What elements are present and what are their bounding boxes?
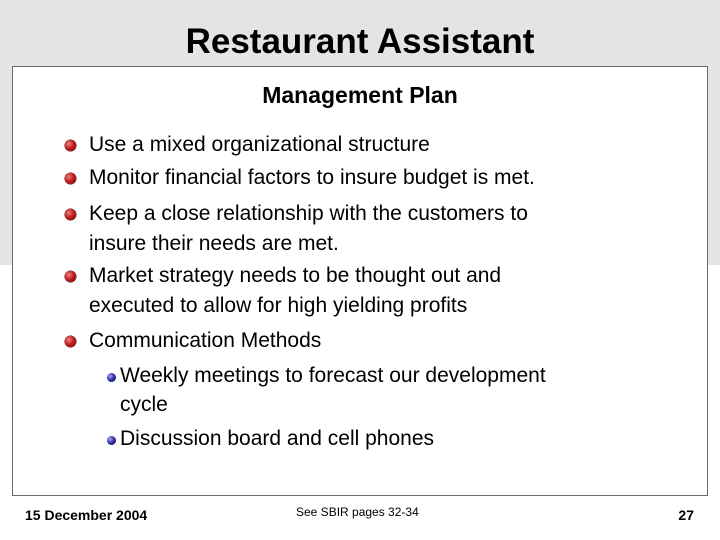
page-number: 27	[678, 507, 694, 523]
bullet-text: Keep a close relationship with the customers to	[89, 202, 528, 225]
bullet-text-continuation: executed to allow for high yielding profits	[89, 294, 468, 317]
bullet-text: Communication Methods	[89, 329, 322, 352]
bullet-text: Market strategy needs to be thought out and	[89, 264, 502, 287]
footer-date: 15 December 2004	[25, 507, 148, 523]
slide-title: Restaurant Assistant	[185, 22, 535, 61]
red-bullet-icon	[65, 173, 76, 184]
footer-note: See SBIR pages 32-34	[296, 505, 419, 519]
blue-bullet-icon	[107, 373, 116, 382]
red-bullet-icon	[65, 209, 76, 220]
red-bullet-icon	[65, 271, 76, 282]
sub-bullet-text-continuation: cycle	[120, 393, 168, 416]
blue-bullet-icon	[107, 436, 116, 445]
bullet-text: Monitor financial factors to insure budget is met.	[89, 166, 535, 189]
sub-bullet-text: Weekly meetings to forecast our development	[120, 364, 546, 387]
sub-bullet-text: Discussion board and cell phones	[120, 427, 435, 450]
red-bullet-icon	[65, 336, 76, 347]
bullet-text-continuation: insure their needs are met.	[89, 232, 339, 255]
bullet-text: Use a mixed organizational structure	[89, 133, 430, 156]
slide-subtitle: Management Plan	[262, 82, 458, 108]
red-bullet-icon	[65, 140, 76, 151]
